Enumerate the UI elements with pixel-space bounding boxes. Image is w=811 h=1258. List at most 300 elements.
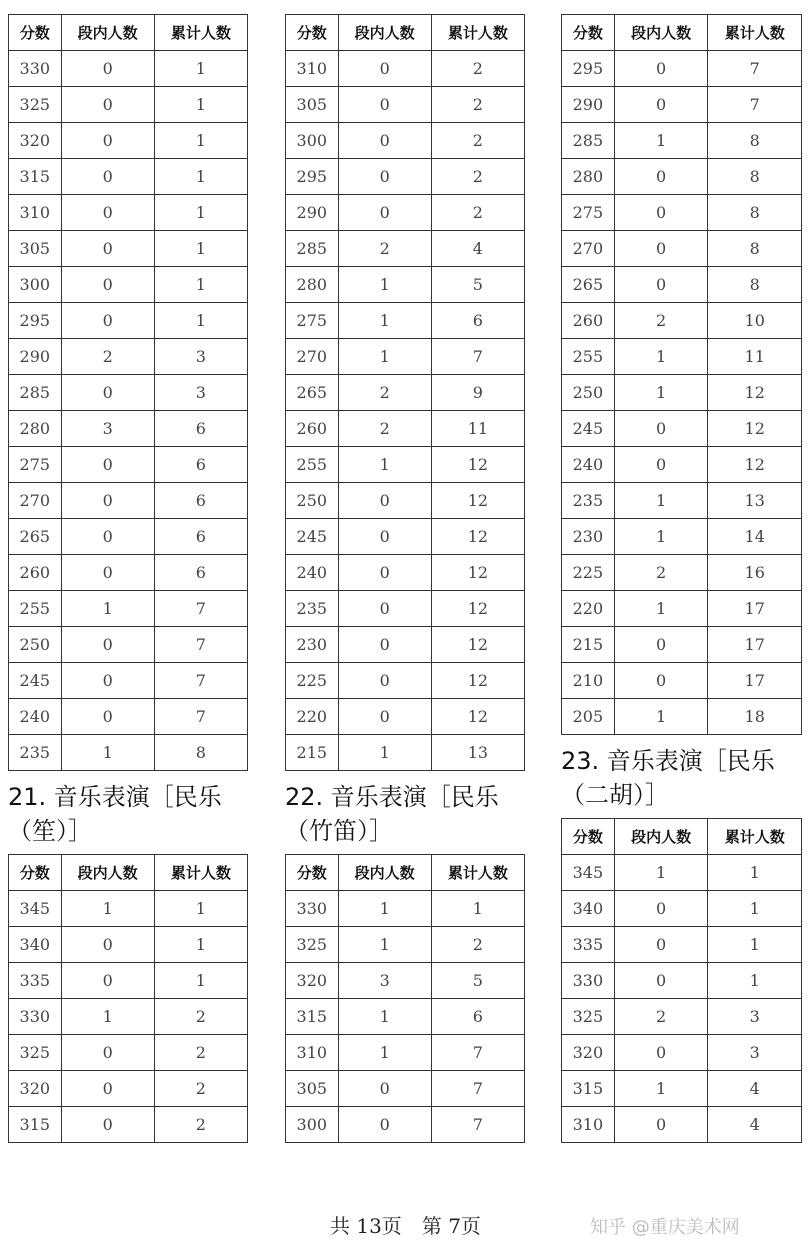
table-row [9,1107,248,1143]
cell-segment-count: 0 [61,51,154,87]
cell-score: 265 [286,375,339,411]
cell-cumulative-count: 7 [154,591,247,627]
cell-cumulative-count: 7 [154,627,247,663]
cell-segment-count: 0 [338,627,431,663]
cell-score: 325 [9,1035,62,1071]
cell-segment-count: 0 [614,663,708,699]
cell-score: 320 [9,1071,62,1107]
cell-segment-count: 1 [338,267,431,303]
header-cumulative-count: 累计人数 [431,855,524,891]
table-row [286,963,525,999]
cell-segment-count: 1 [338,891,431,927]
cell-score: 225 [286,663,339,699]
cell-score: 250 [9,627,62,663]
cell-score: 235 [9,735,62,771]
cell-score: 330 [9,999,62,1035]
header-cumulative-count: 累计人数 [708,819,802,855]
cell-score: 300 [286,123,339,159]
table-row [286,159,525,195]
cell-cumulative-count: 1 [708,891,802,927]
cell-score: 320 [562,1035,615,1071]
cell-score: 240 [562,447,615,483]
cell-segment-count: 0 [614,159,708,195]
cell-cumulative-count: 2 [431,927,524,963]
cell-score: 270 [286,339,339,375]
table-row [286,483,525,519]
table-row [562,231,802,267]
cell-cumulative-count: 2 [431,159,524,195]
header-score: 分数 [9,15,62,51]
cell-cumulative-count: 1 [708,855,802,891]
section-heading-23-line1: 23. 音乐表演［民乐 [561,747,775,775]
cell-score: 300 [9,267,62,303]
cell-cumulative-count: 4 [708,1071,802,1107]
cell-cumulative-count: 1 [154,891,247,927]
cell-cumulative-count: 11 [431,411,524,447]
cell-score: 305 [9,231,62,267]
cell-segment-count: 1 [614,855,708,891]
cell-cumulative-count: 8 [154,735,247,771]
table-header-row [562,819,802,855]
score-table-col1-top [8,14,248,771]
cell-cumulative-count: 6 [154,411,247,447]
cell-cumulative-count: 1 [431,891,524,927]
score-table-col2-top [285,14,525,771]
table-row [562,891,802,927]
cell-cumulative-count: 2 [154,999,247,1035]
cell-cumulative-count: 14 [708,519,802,555]
table-row [9,891,248,927]
table-row [9,195,248,231]
cell-segment-count: 0 [61,195,154,231]
cell-cumulative-count: 7 [154,663,247,699]
cell-score: 315 [9,159,62,195]
table-row [286,231,525,267]
cell-score: 325 [9,87,62,123]
table-row [9,303,248,339]
cell-score: 265 [9,519,62,555]
cell-segment-count: 0 [338,87,431,123]
table-row [9,663,248,699]
cell-score: 220 [286,699,339,735]
table-row [286,699,525,735]
cell-score: 310 [562,1107,615,1143]
cell-score: 305 [286,1071,339,1107]
cell-cumulative-count: 2 [431,195,524,231]
table-row [562,375,802,411]
header-score: 分数 [9,855,62,891]
cell-segment-count: 0 [338,555,431,591]
cell-segment-count: 1 [338,999,431,1035]
table-header-row [286,15,525,51]
score-table-col3-bottom [561,818,802,1143]
cell-cumulative-count: 3 [154,339,247,375]
table-row [9,87,248,123]
cell-segment-count: 0 [61,1035,154,1071]
cell-score: 310 [286,1035,339,1071]
cell-segment-count: 0 [614,627,708,663]
cell-segment-count: 0 [614,927,708,963]
table-row [286,891,525,927]
cell-score: 330 [286,891,339,927]
cell-cumulative-count: 1 [154,303,247,339]
cell-score: 345 [9,891,62,927]
table-row [9,555,248,591]
cell-segment-count: 0 [61,231,154,267]
header-score: 分数 [286,855,339,891]
cell-score: 300 [286,1107,339,1143]
cell-cumulative-count: 2 [431,87,524,123]
table-row [562,855,802,891]
cell-cumulative-count: 4 [431,231,524,267]
table-row [562,1035,802,1071]
cell-cumulative-count: 6 [154,483,247,519]
cell-segment-count: 0 [338,51,431,87]
cell-segment-count: 1 [614,339,708,375]
cell-score: 320 [286,963,339,999]
cell-cumulative-count: 12 [431,519,524,555]
cell-segment-count: 1 [614,519,708,555]
cell-segment-count: 1 [61,999,154,1035]
cell-cumulative-count: 12 [431,699,524,735]
table-row [562,591,802,627]
cell-score: 285 [562,123,615,159]
table-row [9,375,248,411]
cell-cumulative-count: 12 [431,483,524,519]
cell-cumulative-count: 2 [154,1071,247,1107]
table-row [562,339,802,375]
cell-segment-count: 2 [338,375,431,411]
cell-segment-count: 0 [61,555,154,591]
cell-score: 280 [9,411,62,447]
cell-segment-count: 3 [338,963,431,999]
cell-cumulative-count: 1 [154,927,247,963]
cell-score: 335 [562,927,615,963]
cell-segment-count: 0 [61,483,154,519]
table-row [562,519,802,555]
cell-cumulative-count: 11 [708,339,802,375]
cell-segment-count: 0 [614,447,708,483]
table-row [286,267,525,303]
cell-score: 215 [286,735,339,771]
table-row [562,303,802,339]
header-score: 分数 [562,15,615,51]
cell-score: 255 [562,339,615,375]
table-row [286,735,525,771]
cell-cumulative-count: 12 [708,447,802,483]
table-header-row [286,855,525,891]
cell-score: 295 [9,303,62,339]
cell-cumulative-count: 8 [708,267,802,303]
table-row [562,1107,802,1143]
cell-segment-count: 1 [614,1071,708,1107]
table-row [286,519,525,555]
table-row [286,1071,525,1107]
cell-score: 235 [562,483,615,519]
cell-score: 240 [286,555,339,591]
cell-score: 330 [9,51,62,87]
cell-score: 315 [286,999,339,1035]
cell-cumulative-count: 6 [431,303,524,339]
header-score: 分数 [562,819,615,855]
cell-segment-count: 0 [61,663,154,699]
cell-score: 275 [286,303,339,339]
cell-segment-count: 1 [338,447,431,483]
header-cumulative-count: 累计人数 [431,15,524,51]
cell-segment-count: 0 [61,303,154,339]
cell-cumulative-count: 1 [154,267,247,303]
cell-segment-count: 0 [61,1107,154,1143]
cell-cumulative-count: 7 [431,1071,524,1107]
table-row [9,231,248,267]
cell-segment-count: 0 [338,483,431,519]
cell-score: 285 [286,231,339,267]
cell-score: 320 [9,123,62,159]
table-row [286,927,525,963]
table-row [9,1071,248,1107]
cell-segment-count: 0 [61,267,154,303]
cell-segment-count: 1 [614,375,708,411]
cell-cumulative-count: 2 [431,123,524,159]
cell-score: 295 [562,51,615,87]
cell-segment-count: 0 [338,1107,431,1143]
cell-cumulative-count: 10 [708,303,802,339]
cell-segment-count: 0 [61,627,154,663]
cell-cumulative-count: 9 [431,375,524,411]
cell-segment-count: 0 [61,1071,154,1107]
cell-score: 240 [9,699,62,735]
table-row [562,999,802,1035]
table-row [562,267,802,303]
table-row [9,999,248,1035]
cell-cumulative-count: 1 [154,87,247,123]
cell-cumulative-count: 1 [708,963,802,999]
cell-cumulative-count: 4 [708,1107,802,1143]
cell-segment-count: 2 [614,303,708,339]
cell-score: 260 [562,303,615,339]
cell-score: 255 [9,591,62,627]
cell-cumulative-count: 13 [431,735,524,771]
cell-cumulative-count: 7 [431,1035,524,1071]
cell-cumulative-count: 1 [708,927,802,963]
cell-score: 275 [9,447,62,483]
table-row [562,627,802,663]
cell-segment-count: 0 [338,123,431,159]
cell-score: 270 [562,231,615,267]
table-header-row [9,855,248,891]
score-table-col1-bottom [8,854,248,1143]
cell-segment-count: 0 [614,51,708,87]
cell-cumulative-count: 2 [154,1035,247,1071]
cell-score: 270 [9,483,62,519]
cell-score: 235 [286,591,339,627]
cell-segment-count: 0 [338,663,431,699]
cell-cumulative-count: 1 [154,123,247,159]
cell-score: 295 [286,159,339,195]
cell-score: 220 [562,591,615,627]
table-row [562,51,802,87]
cell-score: 340 [562,891,615,927]
table-row [286,375,525,411]
table-row [9,519,248,555]
header-segment-count: 段内人数 [338,15,431,51]
cell-score: 290 [286,195,339,231]
cell-cumulative-count: 17 [708,663,802,699]
cell-cumulative-count: 1 [154,963,247,999]
table-row [562,123,802,159]
cell-score: 250 [286,483,339,519]
table-row [9,927,248,963]
cell-segment-count: 0 [614,411,708,447]
cell-score: 245 [562,411,615,447]
table-row [286,999,525,1035]
cell-segment-count: 1 [338,339,431,375]
table-row [9,123,248,159]
header-segment-count: 段内人数 [338,855,431,891]
cell-score: 345 [562,855,615,891]
cell-cumulative-count: 12 [431,591,524,627]
cell-score: 260 [9,555,62,591]
cell-segment-count: 1 [338,927,431,963]
cell-score: 290 [9,339,62,375]
table-row [9,267,248,303]
section-heading-22-line2: （竹笛）］ [285,817,393,845]
cell-segment-count: 0 [614,891,708,927]
cell-cumulative-count: 1 [154,159,247,195]
cell-segment-count: 0 [614,1107,708,1143]
cell-cumulative-count: 18 [708,699,802,735]
cell-segment-count: 0 [61,159,154,195]
table-row [562,663,802,699]
cell-segment-count: 1 [338,735,431,771]
cell-score: 290 [562,87,615,123]
header-cumulative-count: 累计人数 [154,15,247,51]
cell-segment-count: 0 [614,267,708,303]
page-footer: 共 13页 第 7页 [330,1214,481,1238]
table-row [562,87,802,123]
cell-segment-count: 0 [61,447,154,483]
header-score: 分数 [286,15,339,51]
cell-segment-count: 0 [614,87,708,123]
cell-segment-count: 0 [614,963,708,999]
cell-cumulative-count: 16 [708,555,802,591]
cell-cumulative-count: 12 [431,447,524,483]
cell-segment-count: 1 [614,123,708,159]
cell-score: 280 [562,159,615,195]
cell-score: 225 [562,555,615,591]
cell-score: 250 [562,375,615,411]
table-row [9,339,248,375]
header-cumulative-count: 累计人数 [708,15,802,51]
cell-segment-count: 1 [61,591,154,627]
table-header-row [562,15,802,51]
header-segment-count: 段内人数 [61,855,154,891]
cell-segment-count: 1 [614,483,708,519]
table-row [286,627,525,663]
table-header-row [9,15,248,51]
cell-cumulative-count: 13 [708,483,802,519]
cell-cumulative-count: 1 [154,51,247,87]
table-row [286,1107,525,1143]
section-heading-23 [561,744,775,812]
cell-cumulative-count: 6 [154,555,247,591]
cell-score: 245 [286,519,339,555]
cell-score: 325 [286,927,339,963]
cell-cumulative-count: 6 [431,999,524,1035]
table-row [9,627,248,663]
table-row [9,411,248,447]
section-heading-22-line1: 22. 音乐表演［民乐 [285,783,499,811]
cell-cumulative-count: 6 [154,447,247,483]
cell-cumulative-count: 5 [431,267,524,303]
cell-score: 340 [9,927,62,963]
table-row [286,663,525,699]
cell-cumulative-count: 12 [431,663,524,699]
score-table-col2-bottom [285,854,525,1143]
header-cumulative-count: 累计人数 [154,855,247,891]
table-row [562,411,802,447]
table-row [9,483,248,519]
cell-segment-count: 0 [61,927,154,963]
cell-cumulative-count: 17 [708,627,802,663]
cell-segment-count: 0 [338,591,431,627]
cell-cumulative-count: 3 [708,999,802,1035]
table-row [9,963,248,999]
cell-cumulative-count: 1 [154,231,247,267]
cell-cumulative-count: 5 [431,963,524,999]
cell-segment-count: 0 [338,699,431,735]
cell-score: 315 [9,1107,62,1143]
table-row [562,555,802,591]
table-row [286,447,525,483]
table-row [562,1071,802,1107]
cell-segment-count: 1 [614,699,708,735]
cell-score: 230 [562,519,615,555]
cell-segment-count: 0 [61,123,154,159]
cell-score: 330 [562,963,615,999]
table-row [562,699,802,735]
cell-cumulative-count: 3 [708,1035,802,1071]
cell-segment-count: 0 [614,231,708,267]
score-table-col3-top [561,14,802,735]
table-row [562,963,802,999]
cell-segment-count: 2 [338,411,431,447]
cell-cumulative-count: 2 [431,51,524,87]
table-row [286,195,525,231]
cell-score: 215 [562,627,615,663]
table-row [286,303,525,339]
cell-score: 255 [286,447,339,483]
cell-cumulative-count: 2 [154,1107,247,1143]
cell-segment-count: 1 [61,891,154,927]
cell-segment-count: 0 [614,1035,708,1071]
cell-segment-count: 0 [61,963,154,999]
cell-cumulative-count: 8 [708,195,802,231]
table-row [286,591,525,627]
cell-cumulative-count: 7 [708,87,802,123]
section-heading-21-line2: （笙）］ [8,817,92,845]
cell-segment-count: 0 [61,87,154,123]
table-row [9,447,248,483]
cell-cumulative-count: 7 [708,51,802,87]
table-row [562,927,802,963]
table-row [562,447,802,483]
cell-segment-count: 1 [338,303,431,339]
table-row [286,411,525,447]
cell-segment-count: 0 [614,195,708,231]
cell-score: 310 [9,195,62,231]
cell-score: 335 [9,963,62,999]
